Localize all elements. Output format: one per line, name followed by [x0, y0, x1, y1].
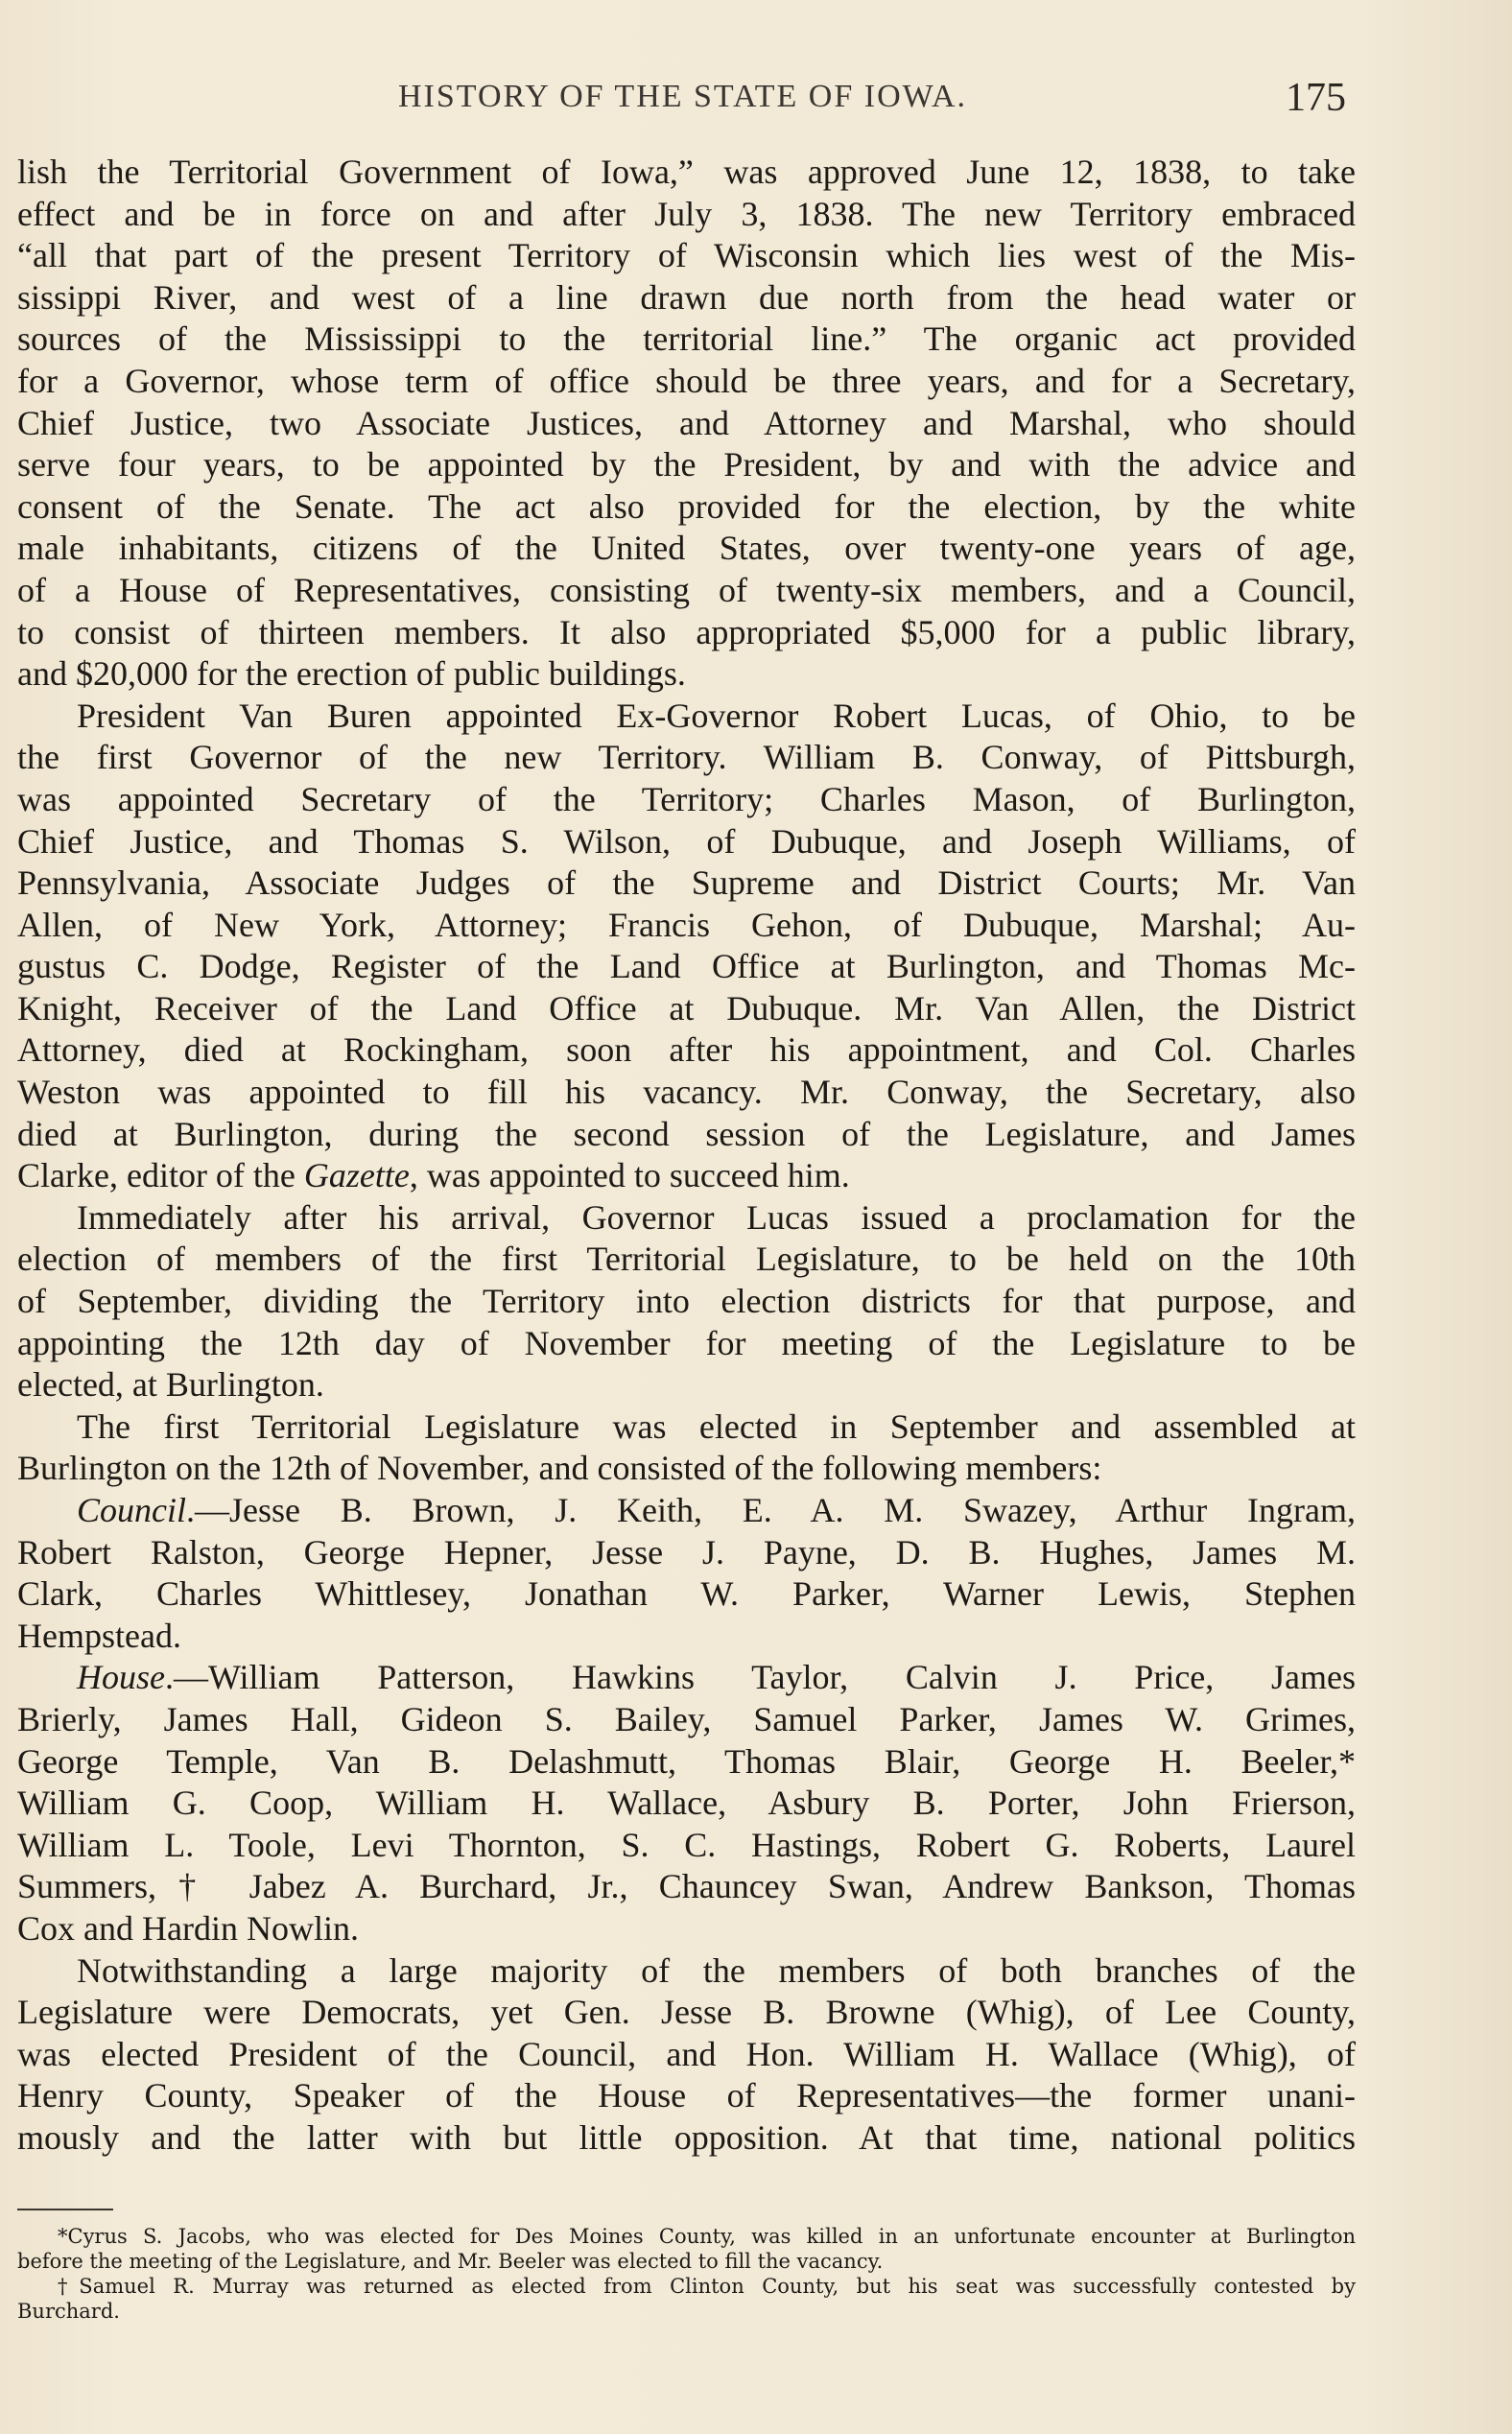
page-number: 175	[1286, 76, 1346, 120]
text-line: President Van Buren appointed Ex-Governor Robert Lucas, of Ohio, to be	[77, 696, 1356, 735]
text-line: Burlington on the 12th of November, and consisted of the following members:	[17, 1449, 1102, 1488]
text-line: election of members of the first Territorial Legislature, to be held on the 10th	[17, 1240, 1356, 1279]
running-head: HISTORY OF THE STATE OF IOWA.	[398, 79, 968, 114]
text-line: was appointed Secretary of the Territory; Charles Mason, of Burlington,	[17, 779, 1356, 818]
text-line: Henry County, Speaker of the House of Representatives—the former unani-	[17, 2076, 1356, 2115]
text-line: elected, at Burlington.	[17, 1365, 324, 1405]
text-line: to consist of thirteen members. It also appropriated $5,000 for a public library,	[17, 612, 1356, 651]
text-line: The first Territorial Legislature was elected in September and assembled at	[77, 1406, 1356, 1446]
text-line: Council.—Jesse B. Brown, J. Keith, E. A. M. Swazey, Arthur Ingram,	[77, 1491, 1356, 1529]
text-line: George Temple, Van B. Delashmutt, Thomas Blair, George H. Beeler,*	[17, 1741, 1356, 1781]
text-line: sissippi River, and west of a line drawn due north from the head water or	[17, 277, 1356, 317]
text-line: and $20,000 for the erection of public buildings.	[17, 654, 686, 694]
footnote-rule	[17, 2209, 113, 2210]
text-line: for a Governor, whose term of office should be three years, and for a Secretary,	[17, 361, 1356, 400]
text-line: Chief Justice, two Associate Justices, and Attorney and Marshal, who should	[17, 403, 1356, 442]
text-line: Brierly, James Hall, Gideon S. Bailey, Samuel Parker, James W. Grimes,	[17, 1699, 1356, 1738]
footnote-line: Burchard.	[17, 2300, 120, 2323]
text-line: lish the Territorial Government of Iowa,” was approved June 12, 1838, to take	[17, 153, 1356, 191]
text-line: the first Governor of the new Territory. William B. Conway, of Pittsburgh,	[17, 738, 1356, 777]
footnotes	[17, 2224, 1356, 2324]
text-line: of September, dividing the Territory into election districts for that purpose, and	[17, 1282, 1356, 1321]
text-line: William L. Toole, Levi Thornton, S. C. Hastings, Robert G. Roberts, Laurel	[17, 1825, 1356, 1864]
text-line: mously and the latter with but little opposition. At that time, national politics	[17, 2117, 1356, 2157]
text-line: Knight, Receiver of the Land Office at Dubuque. Mr. Van Allen, the District	[17, 988, 1356, 1028]
text-line: was elected President of the Council, and Hon. William H. Wallace (Whig), of	[17, 2034, 1356, 2073]
text-line: Robert Ralston, George Hepner, Jesse J. Payne, D. B. Hughes, James M.	[17, 1532, 1356, 1571]
footnote-line: before the meeting of the Legislature, and Mr. Beeler was elected to fill the vacancy.	[17, 2250, 884, 2273]
footnote-line: *Cyrus S. Jacobs, who was elected for Des Moines County, was killed in an unfortunate encounter at Burlington	[58, 2225, 1356, 2248]
text-line: serve four years, to be appointed by the President, by and with the advice and	[17, 445, 1356, 484]
text-line: of a House of Representatives, consisting of twenty-six members, and a Council,	[17, 570, 1356, 609]
text-line: Notwithstanding a large majority of the members of both branches of the	[77, 1950, 1356, 1990]
text-line: male inhabitants, citizens of the United States, over twenty-one years of age,	[17, 529, 1356, 568]
text-line: effect and be in force on and after July 3, 1838. The new Territory embraced	[17, 194, 1356, 233]
text-line: Clark, Charles Whittlesey, Jonathan W. Parker, Warner Lewis, Stephen	[17, 1574, 1356, 1614]
text-line: Cox and Hardin Nowlin.	[17, 1908, 359, 1948]
text-line: Attorney, died at Rockingham, soon after his appointment, and Col. Charles	[17, 1030, 1356, 1070]
footnote-line: †Samuel R. Murray was returned as elected from Clinton County, but his seat was successfully contested by	[58, 2275, 1356, 2298]
body-text	[17, 152, 1356, 2160]
text-line: gustus C. Dodge, Register of the Land Office at Burlington, and Thomas Mc-	[17, 947, 1356, 986]
text-line: Pennsylvania, Associate Judges of the Supreme and District Courts; Mr. Van	[17, 863, 1356, 903]
text-line: Immediately after his arrival, Governor Lucas issued a proclamation for the	[77, 1197, 1356, 1237]
text-line: appointing the 12th day of November for meeting of the Legislature to be	[17, 1323, 1356, 1362]
text-line: Chief Justice, and Thomas S. Wilson, of Dubuque, and Joseph Williams, of	[17, 821, 1356, 861]
text-line: consent of the Senate. The act also provided for the election, by the white	[17, 486, 1356, 526]
text-line: died at Burlington, during the second session of the Legislature, and James	[17, 1114, 1356, 1153]
text-line: “all that part of the present Territory of Wisconsin which lies west of the Mis-	[17, 236, 1356, 275]
text-line: William G. Coop, William H. Wallace, Asbury B. Porter, John Frierson,	[17, 1784, 1356, 1823]
text-line: Clarke, editor of the Gazette, was appointed to succeed him.	[17, 1156, 850, 1195]
text-line: Allen, of New York, Attorney; Francis Gehon, of Dubuque, Marshal; Au-	[17, 905, 1356, 944]
text-line: House.—William Patterson, Hawkins Taylor, Calvin J. Price, James	[77, 1658, 1356, 1697]
text-line: Summers,† Jabez A. Burchard, Jr., Chauncey Swan, Andrew Bankson, Thomas	[17, 1867, 1356, 1906]
text-line: sources of the Mississippi to the territorial line.” The organic act provided	[17, 319, 1356, 359]
text-line: Weston was appointed to fill his vacancy. Mr. Conway, the Secretary, also	[17, 1073, 1356, 1112]
text-line: Legislature were Democrats, yet Gen. Jesse B. Browne (Whig), of Lee County,	[17, 1993, 1356, 2032]
text-line: Hempstead.	[17, 1616, 181, 1655]
